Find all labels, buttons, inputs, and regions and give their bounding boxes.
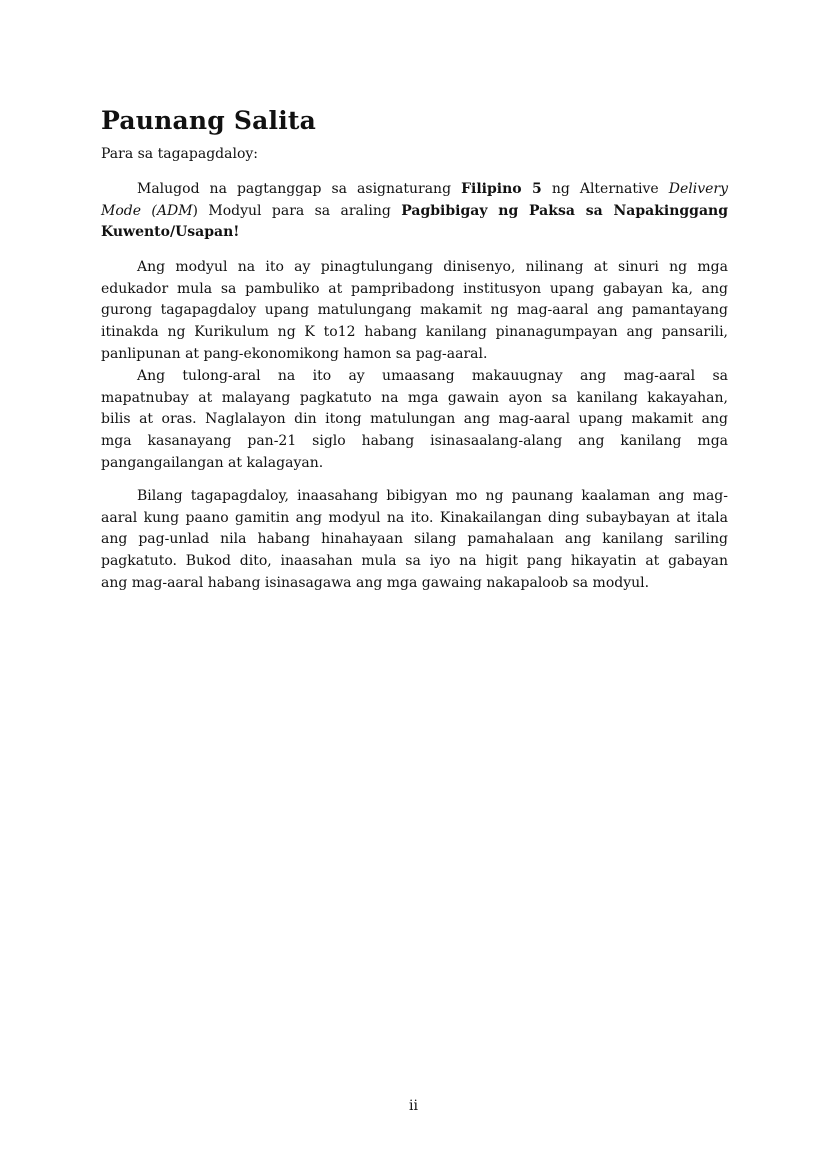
paragraph-line: aaral kung paano gamitin ang modyul na ito. Kinakailangan ding subaybayan at itala bbox=[101, 509, 728, 526]
paragraph-line: ang pag-unlad nila habang hinahayaan silang pamahalaan ang kanilang sariling bbox=[101, 531, 728, 548]
page-number: ii bbox=[409, 1098, 418, 1114]
paragraph-welcome bbox=[101, 179, 728, 244]
paragraph-line: ang mag-aaral habang isinasagawa ang mga gawaing nakapaloob sa modyul. bbox=[101, 574, 650, 591]
paragraph-line: itinakda ng Kurikulum ng K to12 habang kanilang pinanagumpayan ang pansarili, bbox=[101, 324, 728, 341]
paragraph-line: panlipunan at pang-ekonomikong hamon sa pag-aaral. bbox=[101, 345, 488, 362]
paragraph-line: edukador mula sa pambuliko at pampribadong institusyon upang gabayan ka, ang bbox=[101, 280, 728, 297]
salutation bbox=[101, 144, 728, 166]
paragraph-line bbox=[101, 201, 728, 223]
page-title: Paunang Salita bbox=[101, 106, 317, 135]
subject-name: Filipino 5 bbox=[461, 181, 542, 197]
paragraph-learning-aid bbox=[101, 366, 728, 474]
paragraph-line: pagkatuto. Bukod dito, inaasahan mula sa iyo na higit pang hikayatin at gabayan bbox=[101, 553, 728, 570]
text: ) Modyul para sa araling bbox=[192, 202, 402, 219]
paragraph-line bbox=[101, 222, 728, 244]
text: Malugod na pagtanggap sa asignaturang bbox=[137, 181, 462, 197]
paragraph-line: mapatnubay at malayang pagkatuto na mga gawain ayon sa kanilang kakayahan, bbox=[101, 389, 728, 406]
paragraph-line: Ang modyul na ito ay pinagtulungang dinisenyo, nilinang at sinuri ng mga bbox=[137, 259, 728, 275]
italic-text: Mode (ADM bbox=[101, 202, 193, 219]
paragraph-line: pangangailangan at kalagayan. bbox=[101, 454, 324, 471]
paragraph-module-design bbox=[101, 257, 728, 365]
italic-text: Delivery bbox=[668, 181, 728, 197]
paragraph-line: mga kasanayang pan-21 siglo habang isinasaalang-alang ang kanilang mga bbox=[101, 433, 728, 450]
paragraph-line: Bilang tagapagdaloy, inaasahang bibigyan mo ng paunang kaalaman ang mag- bbox=[137, 488, 728, 504]
paragraph-line: gurong tagapagdaloy upang matulungang makamit ng mag-aaral ang pamantayang bbox=[101, 302, 728, 319]
paragraph-line bbox=[101, 179, 728, 201]
salutation-text: Para sa tagapagdaloy: bbox=[101, 146, 259, 162]
paragraph-line: bilis at oras. Naglalayon din itong matulungan ang mag-aaral upang makamit ang bbox=[101, 411, 728, 428]
paragraph-facilitator-role bbox=[101, 486, 728, 594]
paragraph-line: Ang tulong-aral na ito ay umaasang makauugnay ang mag-aaral sa bbox=[137, 368, 728, 384]
lesson-title: Pagbibigay ng Paksa sa Napakinggang bbox=[401, 202, 729, 219]
lesson-title: Kuwento/Usapan! bbox=[101, 224, 240, 241]
text: ng Alternative bbox=[541, 181, 669, 197]
